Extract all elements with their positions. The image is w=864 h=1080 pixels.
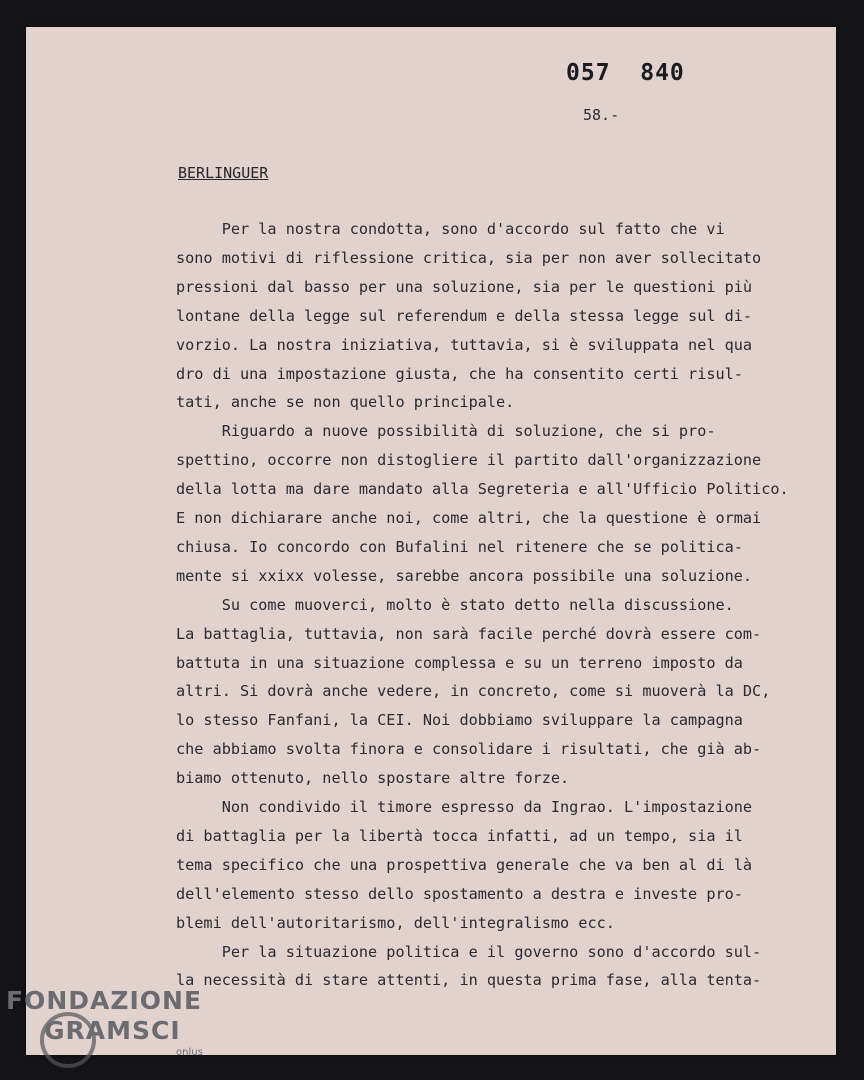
text-line: lontane della legge sul referendum e della stessa legge sul di- [176,306,753,325]
archive-number: 057 840 [566,60,685,86]
text-line: della lotta ma dare mandato alla Segreteria e all'Ufficio Politico. [176,480,789,499]
page-number: 58.- [583,106,620,124]
logo-line-2: GRAMSCI [44,1016,181,1045]
logo-suffix: onlus [176,1047,203,1058]
text-line: Non condivido il timore espresso da Ingrao. L'impostazione [176,798,753,816]
text-line: biamo ottenuto, nello spostare altre forze. [176,769,570,788]
text-line: altri. Si dovrà anche vedere, in concreto, come si muoverà la DC, [176,682,771,701]
text-line: tema specifico che una prospettiva generale che va ben al di là [176,855,753,874]
text-line: pressioni dal basso per una soluzione, sia per le questioni più [176,277,753,296]
text-line: spettino, occorre non distogliere il partito dall'organizzazione [176,451,762,470]
text-line: tati, anche se non quello principale. [176,393,515,412]
text-line: E non dichiarare anche noi, come altri, che la questione è ormai [176,509,762,527]
fondazione-gramsci-logo [6,986,216,1076]
text-line: Per la nostra condotta, sono d'accordo sul fatto che vi [176,220,725,238]
text-line: dell'elemento stesso dello spostamento a destra e investe pro- [176,884,743,903]
text-line: mente si xxixx volesse, sarebbe ancora possibile una soluzione. [176,566,753,585]
text-line: chiusa. Io concordo con Bufalini nel ritenere che se politica- [176,537,743,556]
text-line: La battaglia, tuttavia, non sarà facile perché dovrà essere com- [176,624,762,643]
text-line: Su come muoverci, molto è stato detto nella discussione. [176,595,734,614]
logo-line-1: FONDAZIONE [6,986,203,1015]
text-line: Per la situazione politica e il governo sono d'accordo sul- [176,942,762,961]
text-line: che abbiamo svolta finora e consolidare i risultati, che già ab- [176,740,762,759]
text-line: vorzio. La nostra iniziativa, tuttavia, si è sviluppata nel qua [176,335,753,354]
speaker-heading: BERLINGUER [178,164,269,182]
text-line: la necessità di stare attenti, in questa prima fase, alla tenta- [176,971,762,990]
text-line: sono motivi di riflessione critica, sia per non aver sollecitato [176,248,762,267]
text-line: lo stesso Fanfani, la CEI. Noi dobbiamo sviluppare la campagna [176,711,743,730]
text-line: blemi dell'autoritarismo, dell'integralismo ecc. [176,913,615,932]
text-line: dro di una impostazione giusta, che ha consentito certi risul- [176,364,743,383]
text-line: Riguardo a nuove possibilità di soluzione, che si pro- [176,422,716,441]
text-line: di battaglia per la libertà tocca infatti, ad un tempo, sia il [176,826,743,845]
text-line: battuta in una situazione complessa e su un terreno imposto da [176,653,743,672]
